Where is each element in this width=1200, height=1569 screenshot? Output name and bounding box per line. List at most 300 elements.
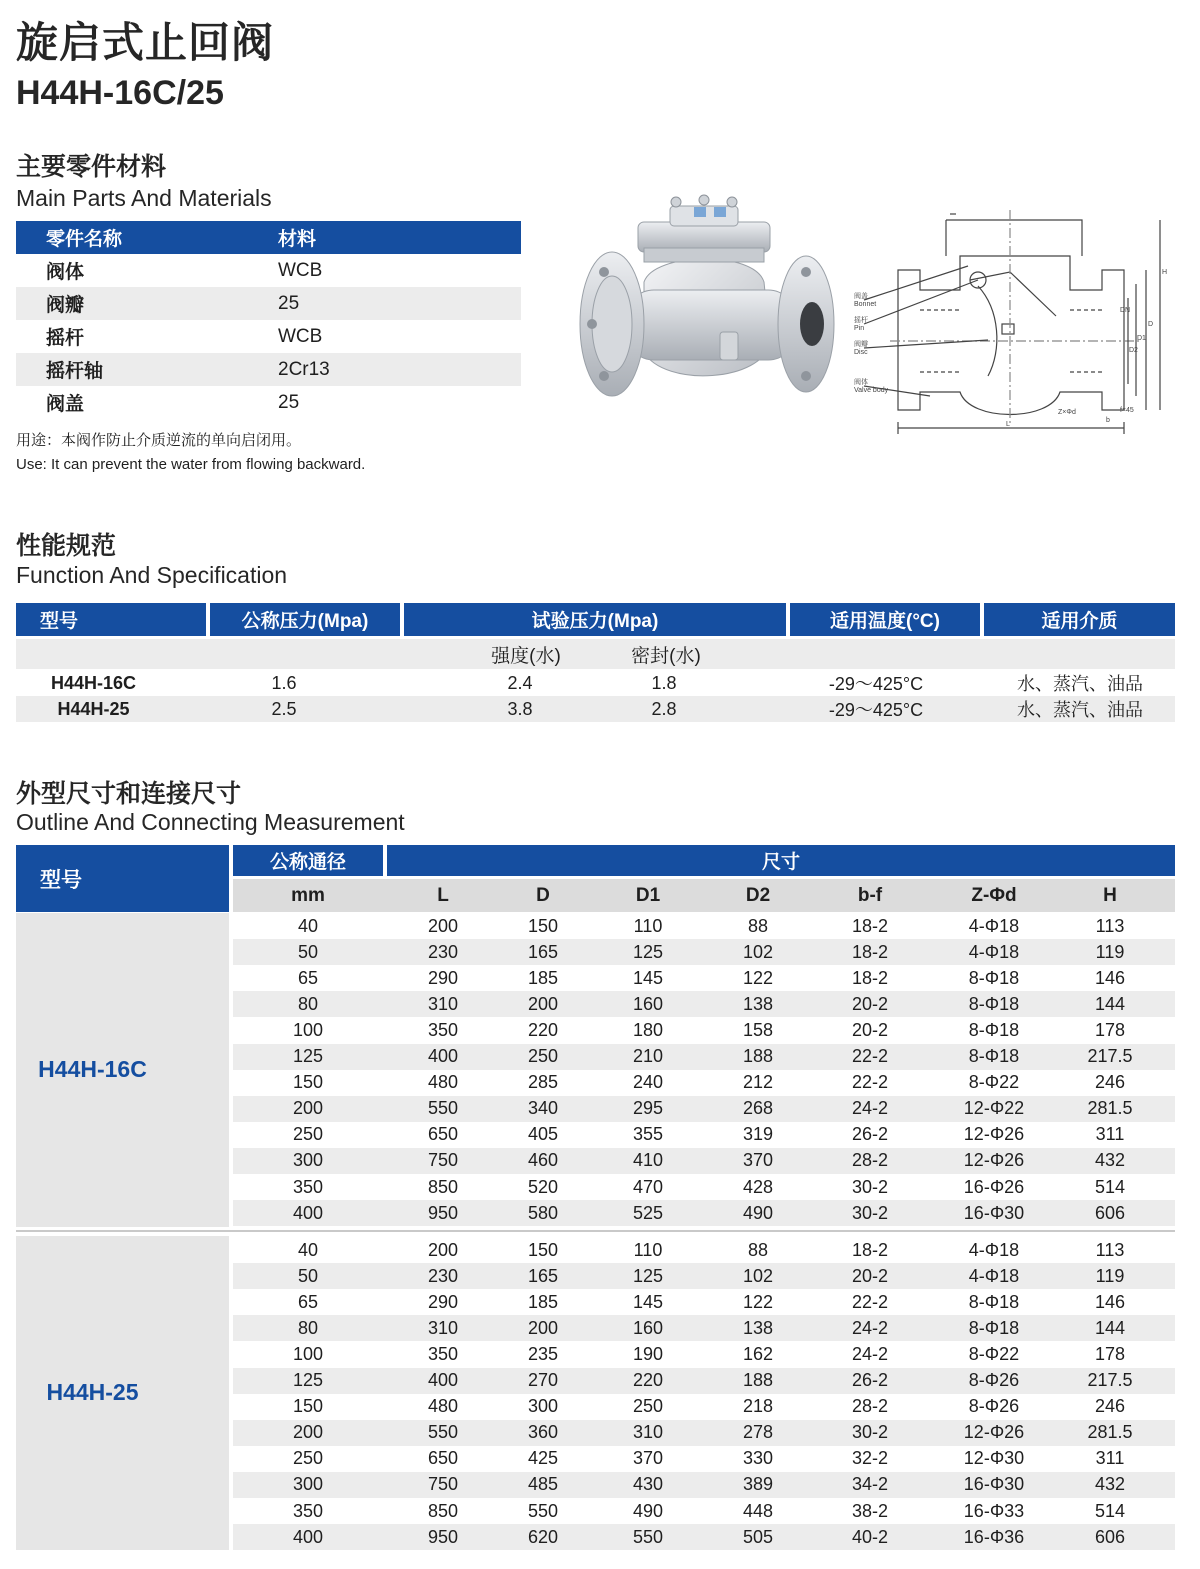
dims-value-cell: 281.5 — [1087, 1098, 1133, 1119]
label-bonnet-en: Bonnet — [854, 301, 877, 308]
dims-value-cell: 330 — [742, 1448, 774, 1469]
dims-row — [233, 913, 1175, 939]
dims-dn-cell: 200 — [292, 1422, 324, 1443]
dims-sub-col: D2 — [745, 884, 771, 906]
dims-value-cell: 150 — [527, 1239, 559, 1260]
dims-row — [233, 1472, 1175, 1498]
dims-row — [233, 1070, 1175, 1096]
dims-value-cell: 12-Φ22 — [963, 1098, 1025, 1119]
label-pin-en: Pin — [854, 325, 865, 332]
dims-dn-cell: 400 — [292, 1526, 324, 1547]
use-text-en: Use: It can prevent the water from flowing backward. — [16, 456, 366, 473]
group-separator — [16, 1230, 1175, 1232]
dims-row — [233, 1394, 1175, 1420]
label-disc-cn: 阀瓣 — [854, 341, 868, 348]
dims-value-cell: 34-2 — [851, 1474, 889, 1495]
dims-value-cell: 12-Φ30 — [963, 1448, 1025, 1469]
dims-value-cell: 180 — [632, 1019, 664, 1040]
spec-sub-seal: 密封(水) — [631, 645, 701, 667]
dims-dn-cell: 300 — [292, 1150, 324, 1171]
parts-row — [16, 386, 521, 419]
part-name: 阀瓣 — [46, 295, 85, 316]
dims-value-cell: 40-2 — [851, 1526, 889, 1547]
dims-value-cell: 350 — [427, 1019, 459, 1040]
dims-value-cell: 425 — [527, 1448, 559, 1469]
dims-value-cell: 400 — [427, 1046, 459, 1066]
dim-zd-label: Z×Φd — [1058, 409, 1076, 416]
label-bonnet-cn: 阀盖 — [854, 293, 868, 300]
dims-value-cell: 405 — [527, 1124, 559, 1145]
dims-value-cell: 285 — [527, 1072, 559, 1093]
label-body-en: Valve body — [854, 387, 889, 394]
dims-value-cell: 290 — [427, 967, 459, 988]
dims-value-cell: 4-Φ18 — [968, 1265, 1020, 1286]
dims-value-cell: 432 — [1094, 1474, 1126, 1495]
spec-row — [16, 696, 1175, 722]
dims-value-cell: 550 — [427, 1098, 459, 1119]
dims-row — [233, 965, 1175, 991]
dims-row — [233, 1315, 1175, 1341]
dims-value-cell: 113 — [1095, 1239, 1125, 1260]
dims-col-dn: 公称通径 — [233, 845, 383, 876]
dims-sub-col: Z-Φd — [971, 884, 1017, 906]
dims-value-cell: 514 — [1094, 1500, 1126, 1521]
label-disc-en: Disc — [854, 349, 868, 356]
dims-value-cell: 150 — [527, 915, 559, 936]
dims-value-cell: 370 — [742, 1150, 774, 1171]
dims-value-cell: 319 — [742, 1124, 774, 1145]
dims-value-cell: 145 — [632, 967, 664, 988]
spec-seal: 2.8 — [651, 698, 677, 719]
dims-value-cell: 24-2 — [851, 1343, 889, 1364]
dims-row — [233, 1174, 1175, 1200]
dims-value-cell: 88 — [747, 1239, 769, 1260]
dims-value-cell: 178 — [1094, 1019, 1126, 1040]
dims-dn-cell: 80 — [297, 993, 319, 1014]
dims-value-cell: 230 — [427, 941, 459, 962]
dims-value-cell: 8-Φ22 — [968, 1343, 1020, 1364]
dims-dn-cell: 250 — [292, 1124, 324, 1145]
dims-row — [233, 1289, 1175, 1315]
parts-row — [16, 320, 521, 353]
parts-row — [16, 287, 521, 320]
dims-value-cell: 620 — [527, 1526, 559, 1547]
dims-dn-cell: 200 — [292, 1098, 324, 1119]
dim-L-label: L — [1006, 421, 1010, 428]
dims-value-cell: 606 — [1094, 1202, 1126, 1223]
dims-value-cell: 470 — [632, 1176, 664, 1197]
dims-value-cell: 8-Φ18 — [968, 1046, 1020, 1066]
dims-value-cell: 430 — [632, 1474, 664, 1495]
dims-value-cell: 212 — [742, 1072, 774, 1093]
dims-value-cell: 355 — [632, 1124, 664, 1145]
spec-model: H44H-25 — [57, 698, 130, 719]
dims-value-cell: 12-Φ26 — [963, 1124, 1025, 1145]
dims-value-cell: 28-2 — [851, 1396, 889, 1417]
dims-value-cell: 158 — [742, 1019, 774, 1040]
dims-row — [233, 1263, 1175, 1289]
dims-value-cell: 119 — [1095, 941, 1125, 962]
dims-value-cell: 217.5 — [1087, 1370, 1133, 1390]
dims-value-cell: 122 — [742, 1291, 774, 1312]
dims-value-cell: 250 — [632, 1396, 664, 1417]
dims-dn-cell: 100 — [292, 1343, 324, 1364]
dims-sub-col: D1 — [635, 884, 661, 906]
dims-value-cell: 200 — [527, 993, 559, 1014]
dims-value-cell: 20-2 — [851, 1265, 889, 1286]
dims-value-cell: 8-Φ18 — [968, 1291, 1020, 1312]
parts-row — [16, 353, 521, 386]
dims-value-cell: 102 — [742, 941, 774, 962]
dims-subheader — [233, 879, 1175, 912]
dims-value-cell: 16-Φ33 — [963, 1500, 1025, 1521]
model-title: H44H-16C/25 — [16, 74, 224, 112]
spec-row — [16, 670, 1175, 696]
dims-value-cell: 26-2 — [851, 1370, 889, 1390]
spec-col-test: 试验压力(Mpa) — [404, 603, 786, 636]
spec-heading-en: Function And Specification — [16, 562, 288, 588]
label-pin-cn: 摇杆 — [854, 317, 868, 324]
dims-dn-cell: 100 — [292, 1019, 324, 1040]
dims-value-cell: 400 — [427, 1370, 459, 1390]
dims-value-cell: 360 — [527, 1422, 559, 1443]
dims-value-cell: 18-2 — [851, 941, 889, 962]
dims-value-cell: 20-2 — [851, 1019, 889, 1040]
dims-value-cell: 28-2 — [851, 1150, 889, 1171]
dims-value-cell: 218 — [742, 1396, 774, 1417]
dims-row — [233, 939, 1175, 965]
dims-value-cell: 460 — [527, 1150, 559, 1171]
dims-value-cell: 12-Φ26 — [963, 1150, 1025, 1171]
dims-dn-cell: 125 — [292, 1370, 324, 1390]
dims-value-cell: 268 — [742, 1098, 774, 1119]
dims-value-cell: 750 — [427, 1474, 459, 1495]
dim-D-label: D — [1148, 321, 1154, 328]
dims-value-cell: 160 — [632, 993, 664, 1014]
dims-value-cell: 550 — [632, 1526, 664, 1547]
spec-seal: 1.8 — [651, 672, 677, 693]
dims-value-cell: 8-Φ26 — [968, 1396, 1020, 1417]
dims-dn-cell: 80 — [297, 1317, 319, 1338]
dims-value-cell: 145 — [632, 1291, 664, 1312]
dims-value-cell: 30-2 — [851, 1176, 889, 1197]
dims-value-cell: 235 — [527, 1343, 559, 1364]
dims-value-cell: 122 — [742, 967, 774, 988]
dims-value-cell: 311 — [1095, 1448, 1125, 1469]
parts-heading-cn: 主要零件材料 — [16, 153, 167, 181]
dims-value-cell: 278 — [742, 1422, 774, 1443]
dims-sub-col: b-f — [857, 884, 883, 906]
dims-value-cell: 16-Φ26 — [963, 1176, 1025, 1197]
dims-value-cell: 290 — [427, 1291, 459, 1312]
spec-medium: 水、蒸汽、油品 — [1017, 674, 1143, 694]
dims-value-cell: 310 — [632, 1422, 664, 1443]
dims-heading-en: Outline And Connecting Measurement — [16, 809, 405, 835]
parts-row — [16, 254, 521, 287]
dims-value-cell: 281.5 — [1087, 1422, 1133, 1443]
group-model-label: H44H-25 — [46, 1379, 139, 1405]
dims-value-cell: 4-Φ18 — [968, 1239, 1020, 1260]
dims-value-cell: 165 — [527, 941, 559, 962]
dims-value-cell: 162 — [742, 1343, 774, 1364]
dims-value-cell: 448 — [742, 1500, 774, 1521]
dims-value-cell: 160 — [632, 1317, 664, 1338]
part-name: 摇杆 — [46, 328, 85, 349]
dims-value-cell: 38-2 — [851, 1500, 889, 1521]
dims-dn-cell: 50 — [297, 1265, 319, 1286]
dims-dn-cell: 50 — [297, 941, 319, 962]
dims-dn-cell: 40 — [297, 915, 319, 936]
dims-col-size: 尺寸 — [387, 845, 1175, 876]
dim-b-label: b — [1106, 417, 1110, 424]
dims-value-cell: 4-Φ18 — [968, 941, 1020, 962]
dims-row — [233, 1096, 1175, 1122]
dims-row — [233, 1017, 1175, 1043]
valve-photo — [574, 192, 838, 424]
dims-value-cell: 144 — [1094, 993, 1126, 1014]
part-material: 2Cr13 — [278, 358, 330, 380]
dims-value-cell: 650 — [427, 1124, 459, 1145]
dims-value-cell: 22-2 — [851, 1046, 889, 1066]
dims-value-cell: 310 — [427, 1317, 459, 1338]
parts-table — [16, 221, 521, 419]
dims-value-cell: 8-Φ18 — [968, 1317, 1020, 1338]
dims-value-cell: 950 — [427, 1526, 459, 1547]
dims-value-cell: 514 — [1094, 1176, 1126, 1197]
dims-row — [233, 1341, 1175, 1367]
group-model-label: H44H-16C — [38, 1056, 147, 1082]
spec-pn: 1.6 — [271, 672, 297, 693]
dims-value-cell: 188 — [742, 1370, 774, 1390]
dims-value-cell: 485 — [527, 1474, 559, 1495]
dims-value-cell: 110 — [633, 1239, 663, 1260]
dims-value-cell: 250 — [527, 1046, 559, 1066]
part-material: WCB — [278, 259, 323, 281]
dims-value-cell: 200 — [427, 1239, 459, 1260]
dims-value-cell: 88 — [747, 915, 769, 936]
dims-dn-cell: 150 — [292, 1396, 324, 1417]
dims-value-cell: 490 — [632, 1500, 664, 1521]
dims-row — [233, 1498, 1175, 1524]
dims-value-cell: 190 — [632, 1343, 664, 1364]
dims-value-cell: 210 — [632, 1046, 664, 1066]
dims-value-cell: 30-2 — [851, 1422, 889, 1443]
dims-value-cell: 480 — [427, 1396, 459, 1417]
dims-dn-cell: 350 — [292, 1176, 324, 1197]
spec-strength: 3.8 — [507, 698, 533, 719]
dim-f-label: f×45 — [1120, 407, 1134, 414]
dims-value-cell: 18-2 — [851, 967, 889, 988]
dims-value-cell: 950 — [427, 1202, 459, 1223]
dims-dn-cell: 350 — [292, 1500, 324, 1521]
dims-value-cell: 580 — [527, 1202, 559, 1223]
dims-value-cell: 200 — [427, 915, 459, 936]
spec-col-temp: 适用温度(°C) — [790, 603, 980, 636]
dims-value-cell: 220 — [527, 1019, 559, 1040]
parts-heading-en: Main Parts And Materials — [16, 185, 272, 211]
dims-value-cell: 432 — [1094, 1150, 1126, 1171]
dims-value-cell: 185 — [527, 1291, 559, 1312]
dims-dn-cell: 125 — [292, 1046, 324, 1066]
part-name: 阀盖 — [46, 394, 85, 415]
dims-value-cell: 311 — [1095, 1124, 1125, 1145]
dims-value-cell: 16-Φ36 — [963, 1526, 1025, 1547]
dims-value-cell: 119 — [1095, 1265, 1125, 1286]
dims-value-cell: 12-Φ26 — [963, 1422, 1025, 1443]
dims-value-cell: 340 — [527, 1098, 559, 1119]
spec-strength: 2.4 — [507, 672, 533, 693]
dims-value-cell: 525 — [632, 1202, 664, 1223]
spec-temp: -29～425°C — [828, 700, 924, 720]
dims-row — [233, 1122, 1175, 1148]
part-material: 25 — [278, 292, 300, 314]
dims-value-cell: 8-Φ18 — [968, 993, 1020, 1014]
dims-row — [233, 1420, 1175, 1446]
spec-col-pn: 公称压力(Mpa) — [210, 603, 400, 636]
dims-value-cell: 246 — [1094, 1396, 1126, 1417]
dims-value-cell: 18-2 — [851, 915, 889, 936]
dims-value-cell: 246 — [1094, 1072, 1126, 1093]
dims-row — [233, 1200, 1175, 1226]
dims-value-cell: 550 — [427, 1422, 459, 1443]
dims-value-cell: 16-Φ30 — [963, 1474, 1025, 1495]
spec-medium: 水、蒸汽、油品 — [1017, 700, 1143, 720]
dims-row — [233, 991, 1175, 1017]
dims-value-cell: 32-2 — [851, 1448, 889, 1469]
part-material: 25 — [278, 391, 300, 413]
dims-value-cell: 200 — [527, 1317, 559, 1338]
dims-sub-col: H — [1103, 884, 1117, 906]
dims-value-cell: 850 — [427, 1176, 459, 1197]
dims-value-cell: 165 — [527, 1265, 559, 1286]
dims-dn-cell: 65 — [297, 1291, 319, 1312]
dims-value-cell: 146 — [1094, 1291, 1126, 1312]
dims-value-cell: 138 — [742, 1317, 774, 1338]
spec-col-model: 型号 — [16, 603, 206, 636]
dims-value-cell: 20-2 — [851, 993, 889, 1014]
dims-value-cell: 240 — [632, 1072, 664, 1093]
spec-model: H44H-16C — [50, 672, 137, 693]
dims-value-cell: 26-2 — [851, 1124, 889, 1145]
dims-value-cell: 138 — [742, 993, 774, 1014]
dims-dn-cell: 65 — [297, 967, 319, 988]
dims-value-cell: 850 — [427, 1500, 459, 1521]
dims-value-cell: 230 — [427, 1265, 459, 1286]
dims-row — [233, 1524, 1175, 1550]
dims-row — [233, 1044, 1175, 1070]
dim-D2-label: D2 — [1129, 347, 1138, 354]
dims-value-cell: 490 — [742, 1202, 774, 1223]
sectional-drawing — [850, 200, 1180, 440]
dims-value-cell: 505 — [742, 1526, 774, 1547]
dims-value-cell: 16-Φ30 — [963, 1202, 1025, 1223]
dims-value-cell: 8-Φ26 — [968, 1370, 1020, 1390]
parts-col-name: 零件名称 — [46, 229, 123, 250]
page-title: 旋启式止回阀 — [16, 19, 275, 66]
dims-value-cell: 125 — [632, 1265, 664, 1286]
dims-value-cell: 606 — [1094, 1526, 1126, 1547]
part-name: 摇杆轴 — [46, 361, 104, 382]
dims-value-cell: 650 — [427, 1448, 459, 1469]
dims-dn-cell: 40 — [297, 1239, 319, 1260]
dims-sub-col: D — [536, 884, 550, 906]
dims-value-cell: 185 — [527, 967, 559, 988]
dims-value-cell: 370 — [632, 1448, 664, 1469]
spec-pn: 2.5 — [271, 698, 297, 719]
spec-col-medium: 适用介质 — [984, 603, 1175, 636]
dims-dn-cell: 150 — [292, 1072, 324, 1093]
dims-value-cell: 750 — [427, 1150, 459, 1171]
spec-temp: -29～425°C — [828, 674, 924, 694]
dims-dn-cell: 250 — [292, 1448, 324, 1469]
use-text-cn: 用途：本阀作防止介质逆流的单向启闭用。 — [16, 432, 302, 449]
dims-value-cell: 8-Φ18 — [968, 967, 1020, 988]
dims-value-cell: 102 — [742, 1265, 774, 1286]
dims-value-cell: 550 — [527, 1500, 559, 1521]
dims-value-cell: 520 — [527, 1176, 559, 1197]
part-name: 阀体 — [46, 262, 85, 283]
spec-subheader — [16, 639, 1175, 669]
dims-row — [233, 1368, 1175, 1394]
dims-value-cell: 110 — [633, 915, 663, 936]
dims-value-cell: 428 — [742, 1176, 774, 1197]
dims-dn-cell: 400 — [292, 1202, 324, 1223]
dims-sub-col: L — [437, 884, 449, 906]
dims-value-cell: 8-Φ22 — [968, 1072, 1020, 1093]
dims-value-cell: 217.5 — [1087, 1046, 1133, 1066]
spec-sub-strength: 强度(水) — [491, 645, 561, 667]
dims-row — [233, 1446, 1175, 1472]
dims-value-cell: 24-2 — [851, 1317, 889, 1338]
dims-value-cell: 295 — [632, 1098, 664, 1119]
dim-DN-label: DN — [1120, 307, 1131, 314]
dims-sub-col: mm — [291, 884, 325, 906]
dims-value-cell: 188 — [742, 1046, 774, 1066]
label-body-cn: 阀体 — [854, 379, 868, 386]
dims-value-cell: 4-Φ18 — [968, 915, 1020, 936]
parts-table-header — [16, 221, 521, 254]
dims-value-cell: 24-2 — [851, 1098, 889, 1119]
dims-value-cell: 410 — [632, 1150, 664, 1171]
dims-value-cell: 22-2 — [851, 1072, 889, 1093]
dims-value-cell: 22-2 — [851, 1291, 889, 1312]
part-material: WCB — [278, 325, 323, 347]
dims-heading-cn: 外型尺寸和连接尺寸 — [16, 780, 242, 808]
dims-value-cell: 18-2 — [851, 1239, 889, 1260]
dim-D1-label: D1 — [1137, 335, 1146, 342]
dims-value-cell: 125 — [632, 941, 664, 962]
dims-value-cell: 8-Φ18 — [968, 1019, 1020, 1040]
dims-value-cell: 480 — [427, 1072, 459, 1093]
dims-row — [233, 1237, 1175, 1263]
dims-dn-cell: 300 — [292, 1474, 324, 1495]
dims-value-cell: 300 — [527, 1396, 559, 1417]
dim-H-label: H — [1162, 269, 1168, 276]
dims-value-cell: 350 — [427, 1343, 459, 1364]
dims-row — [233, 1148, 1175, 1174]
dims-value-cell: 270 — [527, 1370, 559, 1390]
parts-col-material: 材料 — [278, 229, 317, 250]
dims-value-cell: 178 — [1094, 1343, 1126, 1364]
dims-value-cell: 310 — [427, 993, 459, 1014]
dims-value-cell: 30-2 — [851, 1202, 889, 1223]
dims-value-cell: 144 — [1094, 1317, 1126, 1338]
dims-col-model: 型号 — [16, 845, 229, 912]
dims-value-cell: 389 — [742, 1474, 774, 1495]
spec-heading-cn: 性能规范 — [16, 532, 117, 560]
dims-value-cell: 113 — [1095, 915, 1125, 936]
dims-value-cell: 146 — [1094, 967, 1126, 988]
